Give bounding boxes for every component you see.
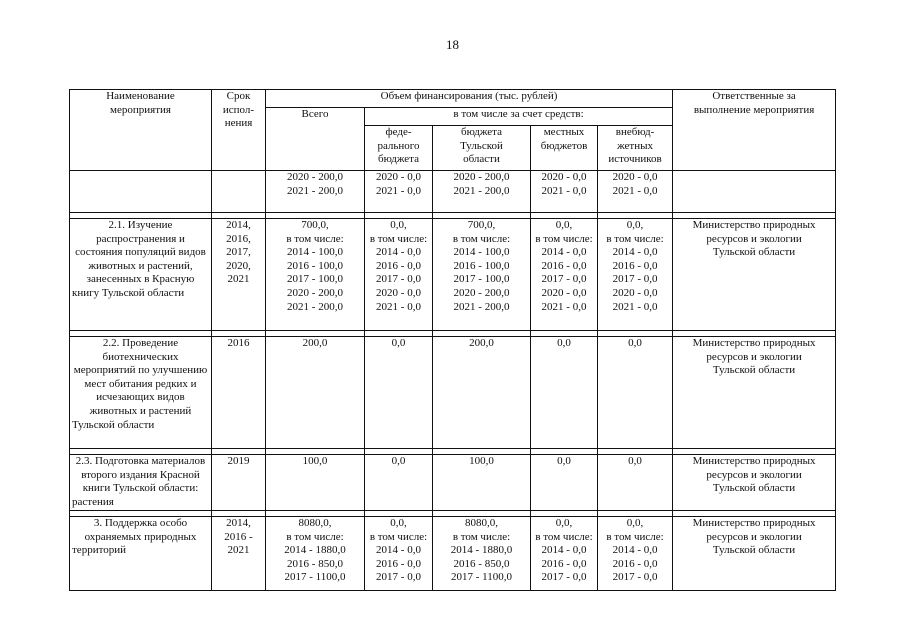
cell-line: 2021 [227,544,250,557]
cell-name: 2.2. Проведение биотехнических мероприятий по улучшению мест обитания редких и исчезающих видов животных и растений Тульской области [70,337,212,449]
cell-local [531,455,598,511]
cell-responsible [673,171,836,213]
header-name: Наименование мероприятия [70,90,212,171]
cell-line: источников [608,153,662,166]
cell-local [531,337,598,449]
cell-name: 3. Поддержка особо охраняемых природных территорий [70,517,212,591]
cell-line: ресурсов и экологии [706,468,802,481]
cell-line: 2016 - 850,0 [453,557,510,570]
cell-line: в том числе: [535,232,593,245]
cell-line: 8080,0, [465,517,498,529]
cell-line: 2014 - 0,0 [376,246,421,259]
cell-federal [365,171,433,213]
cell-line: 2014 - 100,0 [287,246,343,259]
cell-line: Срок [226,90,251,102]
cell-total [266,171,365,213]
cell-line: 2021 - 200,0 [453,184,510,197]
cell-line: 2017 - 0,0 [612,571,658,584]
cell-line: 2019 [227,455,250,467]
cell-line: 2014 - 0,0 [541,544,587,557]
cell-line: 2016 - 100,0 [287,259,343,272]
cell-line: 0,0, [626,517,644,529]
cell-line: 2017 - 1100,0 [450,571,512,584]
cell-line: 2014 - 1880,0 [284,544,346,557]
cell-line: 0,0 [391,337,406,349]
cell-regional [433,455,531,511]
cell-line: Тульской области [712,364,796,377]
cell-line: нения [224,117,253,130]
cell-line: области [463,153,500,166]
cell-line: 2014 - 1880,0 [450,544,513,557]
cell-line: 2017, [226,246,251,259]
cell-term [212,171,266,213]
cell-line: 2017 - 0,0 [541,571,587,584]
header-total: Всего [266,108,365,171]
cell-line: Министерство природных [692,219,816,231]
cell-line: испол- [222,103,255,116]
cell-line: бюджета [460,126,502,138]
cell-federal [365,219,433,331]
cell-extra [598,455,673,511]
header-row-1 [70,90,836,108]
cell-total [266,455,365,511]
cell-total [266,517,365,591]
table-row [70,517,836,591]
cell-line: ресурсов и экологии [706,350,802,363]
cell-line: жетных [617,139,653,152]
cell-line: 2020 - 200,0 [453,171,510,183]
cell-line: 2017 - 100,0 [453,273,510,286]
table-row [70,455,836,511]
cell-line: Министерство природных [692,455,816,467]
cell-responsible [673,337,836,449]
cell-name: 2.3. Подготовка материалов второго издания Красной книги Тульской области: растения [70,455,212,511]
cell-line: 0,0, [555,517,573,529]
cell-term [212,219,266,331]
cell-line: в том числе: [286,232,344,245]
cell-line: 2020 - 200,0 [287,286,343,299]
cell-line: 2014 - 0,0 [541,246,587,259]
cell-line: 0,0 [628,337,642,349]
cell-line: в том числе: [452,232,511,245]
cell-line: 700,0, [301,219,329,231]
cell-line: 2020 - 0,0 [376,286,421,299]
cell-line: 2017 - 0,0 [541,273,587,286]
cell-line: ресурсов и экологии [706,232,802,245]
cell-line: 0,0 [557,337,571,349]
cell-line: Ответственные за [712,90,796,102]
cell-line: 2021 - 0,0 [612,300,658,313]
cell-line: 0,0, [390,517,407,529]
cell-line: 2017 - 0,0 [376,273,421,286]
cell-regional [433,171,531,213]
cell-line: 2016 - 0,0 [541,557,587,570]
cell-responsible [673,219,836,331]
cell-line: 2020 - 200,0 [287,171,343,183]
header-federal [365,126,433,171]
cell-line: Министерство природных [692,337,816,349]
cell-regional [433,337,531,449]
cell-line: 2020 - 200,0 [453,286,510,299]
cell-line: 2016 - 0,0 [376,557,421,570]
cell-line: 2016 - [224,530,253,543]
cell-line: 2021 - 200,0 [453,300,510,313]
cell-line: 0,0, [555,219,573,231]
cell-line: 100,0 [302,455,328,467]
page-number: 18 [446,37,459,52]
cell-line: феде- [385,126,412,138]
cell-line: Тульской области [712,246,796,259]
cell-federal [365,337,433,449]
cell-line: в том числе: [606,530,664,543]
cell-line: рального [377,139,420,152]
cell-line: 2016, [226,232,251,245]
cell-line: Тульской области [712,482,796,495]
cell-line: выполнение мероприятия [693,103,815,116]
cell-line: 2016 - 0,0 [376,259,421,272]
cell-line: 2021 - 0,0 [541,300,587,313]
cell-line: бюджета [377,153,419,166]
cell-extra [598,517,673,591]
cell-name: 2.1. Изучение распространения и состояния популяций видов животных и растений, занесенных в Красную книгу Тульской области [70,219,212,331]
cell-name [70,171,212,213]
cell-line: местных [543,126,585,138]
cell-line: 2014 - 0,0 [612,544,658,557]
cell-line: ресурсов и экологии [706,530,802,543]
cell-regional [433,219,531,331]
cell-line: 0,0 [391,455,406,467]
cell-line: 2016 - 0,0 [612,557,658,570]
header-funding: Объем финансирования (тыс. рублей) [266,90,673,108]
cell-line: 2020 - 0,0 [612,171,658,183]
cell-line: 2017 - 1100,0 [284,571,346,584]
cell-local [531,171,598,213]
cell-line: 2021 - 0,0 [541,184,587,197]
cell-term [212,517,266,591]
cell-line: в том числе: [369,530,428,543]
cell-line: 2014 - 0,0 [612,246,658,259]
cell-line: 2021 - 0,0 [612,184,658,197]
cell-term [212,455,266,511]
cell-regional [433,517,531,591]
cell-term [212,337,266,449]
cell-total [266,219,365,331]
cell-line: 2020 - 0,0 [612,286,658,299]
cell-federal [365,455,433,511]
cell-responsible [673,455,836,511]
cell-line: 2016 - 850,0 [287,557,343,570]
cell-line: в том числе: [452,530,511,543]
cell-line: в том числе: [286,530,344,543]
cell-line: 2020 - 0,0 [541,171,587,183]
cell-line: 2014 - 100,0 [453,246,510,259]
cell-line: 2021 [227,273,250,286]
funding-table [69,89,836,591]
cell-federal [365,517,433,591]
cell-total [266,337,365,449]
header-regional [433,126,531,171]
cell-line: 2020, [226,259,251,272]
cell-extra [598,337,673,449]
cell-extra [598,171,673,213]
cell-line: 2021 - 200,0 [287,184,343,197]
cell-line: 2021 - 0,0 [376,300,421,313]
cell-line: 0,0, [390,219,407,231]
header-term [212,90,266,171]
cell-line: 2014, [226,517,251,529]
cell-line: 0,0 [628,455,642,467]
cell-line: 2016 [227,337,250,349]
cell-line: в том числе: [369,232,428,245]
cell-line: 2017 - 100,0 [287,273,343,286]
header-local [531,126,598,171]
cell-line: 100,0 [469,455,494,467]
cell-line: Министерство природных [692,517,816,529]
cell-line: 2020 - 0,0 [541,286,587,299]
cell-line: 2021 - 200,0 [287,300,343,313]
cell-line: 8080,0, [298,517,332,529]
cell-line: в том числе: [606,232,664,245]
cell-line: внебюд- [615,126,655,138]
header-responsible [673,90,836,171]
header-extra [598,126,673,171]
cell-line: 2021 - 0,0 [376,184,421,197]
cell-line: Тульской [460,139,503,152]
cell-line: Тульской области [712,544,796,557]
cell-line: 0,0, [626,219,644,231]
table-row [70,219,836,331]
cell-line: 2020 - 0,0 [376,171,421,183]
cell-line: 700,0, [467,219,496,231]
cell-line: 200,0 [469,337,494,349]
cell-line: 2016 - 0,0 [541,259,587,272]
cell-responsible [673,517,836,591]
cell-local [531,219,598,331]
cell-line: 2016 - 0,0 [612,259,658,272]
cell-line: бюджетов [540,139,588,152]
cell-line: в том числе: [535,530,593,543]
cell-local [531,517,598,591]
cell-line: 2014, [226,219,251,231]
cell-line: 2014 - 0,0 [376,544,421,557]
cell-extra [598,219,673,331]
cell-line: 2017 - 0,0 [612,273,658,286]
header-including: в том числе за счет средств: [365,108,673,126]
table-row [70,171,836,213]
cell-line: 2016 - 100,0 [453,259,510,272]
table-row [70,337,836,449]
cell-line: 200,0 [302,337,328,349]
cell-line: 0,0 [557,455,571,467]
cell-line: 2017 - 0,0 [376,571,421,584]
